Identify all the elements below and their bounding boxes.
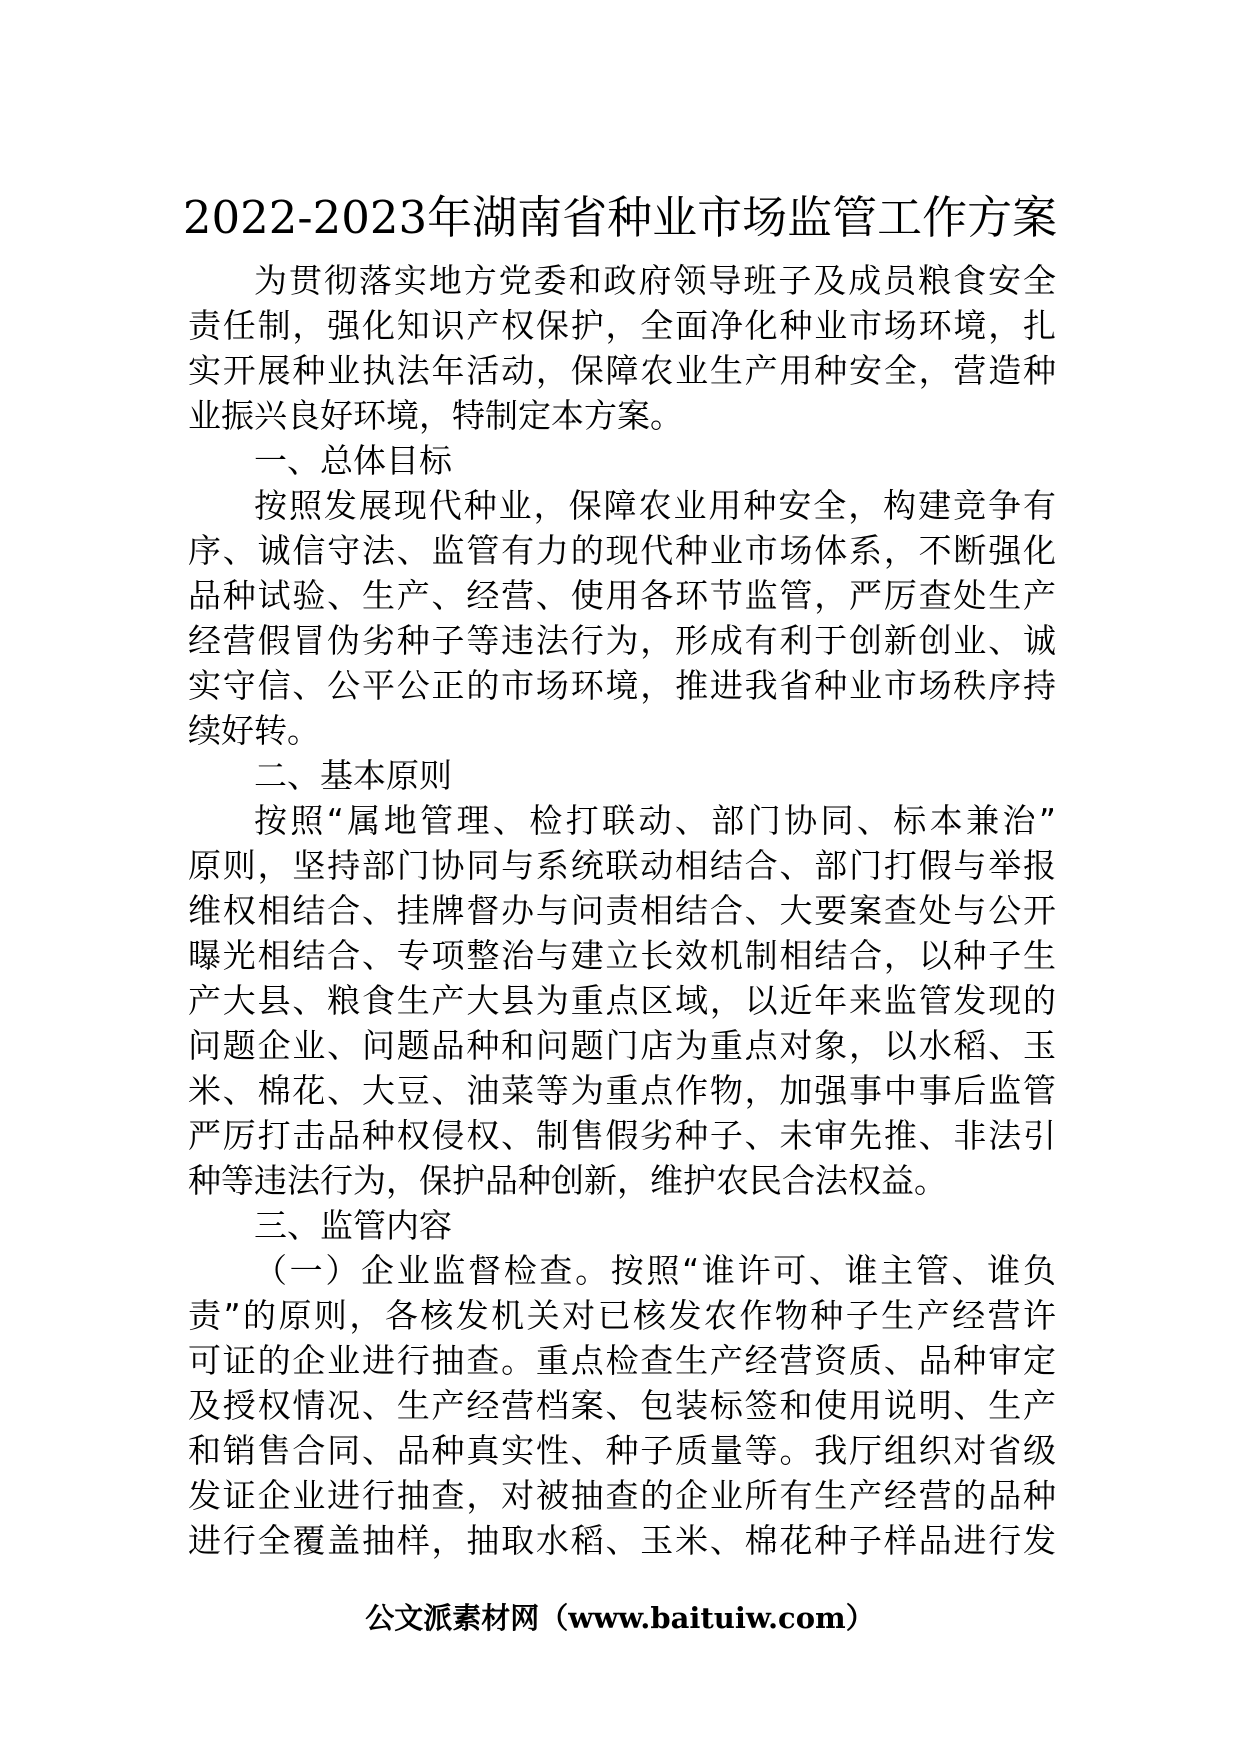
body-text-line: 一、总体目标 xyxy=(254,441,452,480)
body-text-line: 业振兴良好环境，特制定本方案。 xyxy=(188,396,683,435)
body-text-line: （一）企业监督检查。按照“谁许可、谁主管、谁负 xyxy=(254,1251,1056,1290)
body-text-line: 按照发展现代种业，保障农业用种安全，构建竞争有 xyxy=(254,486,1056,525)
body-text-line: 严厉打击品种权侵权、制售假劣种子、未审先推、非法引 xyxy=(188,1116,1056,1155)
body-text-line: 曝光相结合、专项整治与建立长效机制相结合，以种子生 xyxy=(188,936,1056,975)
body-text-line: 三、监管内容 xyxy=(254,1206,452,1245)
body-text-line: 实守信、公平公正的市场环境，推进我省种业市场秩序持 xyxy=(188,666,1056,705)
body-text-line: 产大县、粮食生产大县为重点区域，以近年来监管发现的 xyxy=(188,981,1056,1020)
body-text-line: 米、棉花、大豆、油菜等为重点作物，加强事中事后监管 xyxy=(188,1071,1056,1110)
body-text-line: 经营假冒伪劣种子等违法行为，形成有利于创新创业、诚 xyxy=(188,621,1056,660)
body-text-line: 序、诚信守法、监管有力的现代种业市场体系，不断强化 xyxy=(188,531,1056,570)
body-text-line: 二、基本原则 xyxy=(254,756,452,795)
document-body xyxy=(188,258,1056,1563)
body-text-line: 续好转。 xyxy=(188,711,320,750)
body-text-line: 问题企业、问题品种和问题门店为重点对象，以水稻、玉 xyxy=(188,1026,1056,1065)
body-text-line: 及授权情况、生产经营档案、包装标签和使用说明、生产 xyxy=(188,1386,1056,1425)
document-title xyxy=(120,188,1120,248)
footer-watermark-text: 公文派素材网（www.baituiw.com） xyxy=(365,1601,875,1635)
body-text-line: 品种试验、生产、经营、使用各环节监管，严厉查处生产 xyxy=(188,576,1056,615)
body-text-line: 责任制，强化知识产权保护，全面净化种业市场环境，扎 xyxy=(188,306,1056,345)
body-text-line: 和销售合同、品种真实性、种子质量等。我厅组织对省级 xyxy=(188,1431,1056,1470)
body-text-line: 为贯彻落实地方党委和政府领导班子及成员粮食安全 xyxy=(254,261,1056,300)
body-text-line: 发证企业进行抽查，对被抽查的企业所有生产经营的品种 xyxy=(188,1476,1056,1515)
body-text-line: 实开展种业执法年活动，保障农业生产用种安全，营造种 xyxy=(188,351,1056,390)
body-text-line: 责”的原则，各核发机关对已核发农作物种子生产经营许 xyxy=(188,1296,1056,1335)
body-text-line: 原则，坚持部门协同与系统联动相结合、部门打假与举报 xyxy=(188,846,1056,885)
body-text-line: 按照“属地管理、检打联动、部门协同、标本兼治” xyxy=(254,801,1056,840)
body-text-line: 维权相结合、挂牌督办与问责相结合、大要案查处与公开 xyxy=(188,891,1056,930)
body-text-line: 种等违法行为，保护品种创新，维护农民合法权益。 xyxy=(188,1161,947,1200)
title-year: 2022-2023 xyxy=(182,191,428,244)
body-text-line: 可证的企业进行抽查。重点检查生产经营资质、品种审定 xyxy=(188,1341,1056,1380)
title-text: 年湖南省种业市场监管工作方案 xyxy=(427,191,1058,244)
body-text-line: 进行全覆盖抽样，抽取水稻、玉米、棉花种子样品进行发 xyxy=(188,1521,1056,1560)
